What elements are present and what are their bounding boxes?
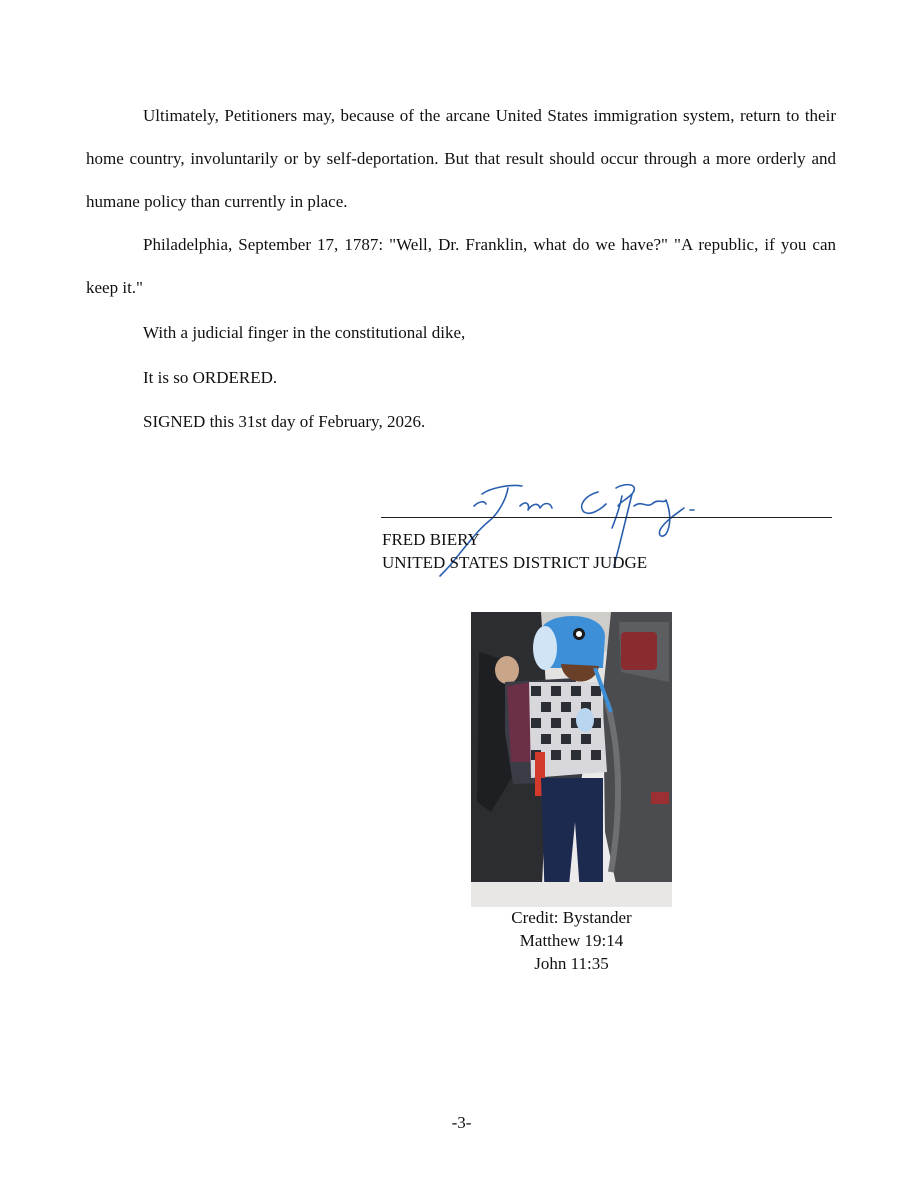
closing-line-signed-date: SIGNED this 31st day of February, 2026.	[143, 412, 426, 431]
signature-line	[381, 517, 832, 518]
judge-name: FRED BIERY	[382, 530, 480, 549]
photo-caption-credit: Credit: Bystander	[511, 908, 632, 927]
paragraph-franklin-quote: Philadelphia, September 17, 1787: "Well, Dr. Franklin, what do we have?" "A republic, if you can keep it."	[86, 235, 836, 297]
paragraph-petitioners: Ultimately, Petitioners may, because of the arcane United States immigration system, return to their home country, involuntarily or by self-deportation. But that result should occur through a more orderly and humane policy than currently in place.	[86, 106, 836, 211]
page-number: -3-	[451, 1113, 472, 1132]
judge-title: UNITED STATES DISTRICT JUDGE	[382, 553, 648, 572]
closing-line-judicial-finger: With a judicial finger in the constitutional dike,	[143, 323, 466, 342]
child-photo	[471, 612, 672, 907]
photo-caption-john: John 11:35	[534, 954, 609, 973]
photo-caption-matthew: Matthew 19:14	[519, 931, 624, 950]
closing-line-ordered: It is so ORDERED.	[143, 368, 278, 387]
